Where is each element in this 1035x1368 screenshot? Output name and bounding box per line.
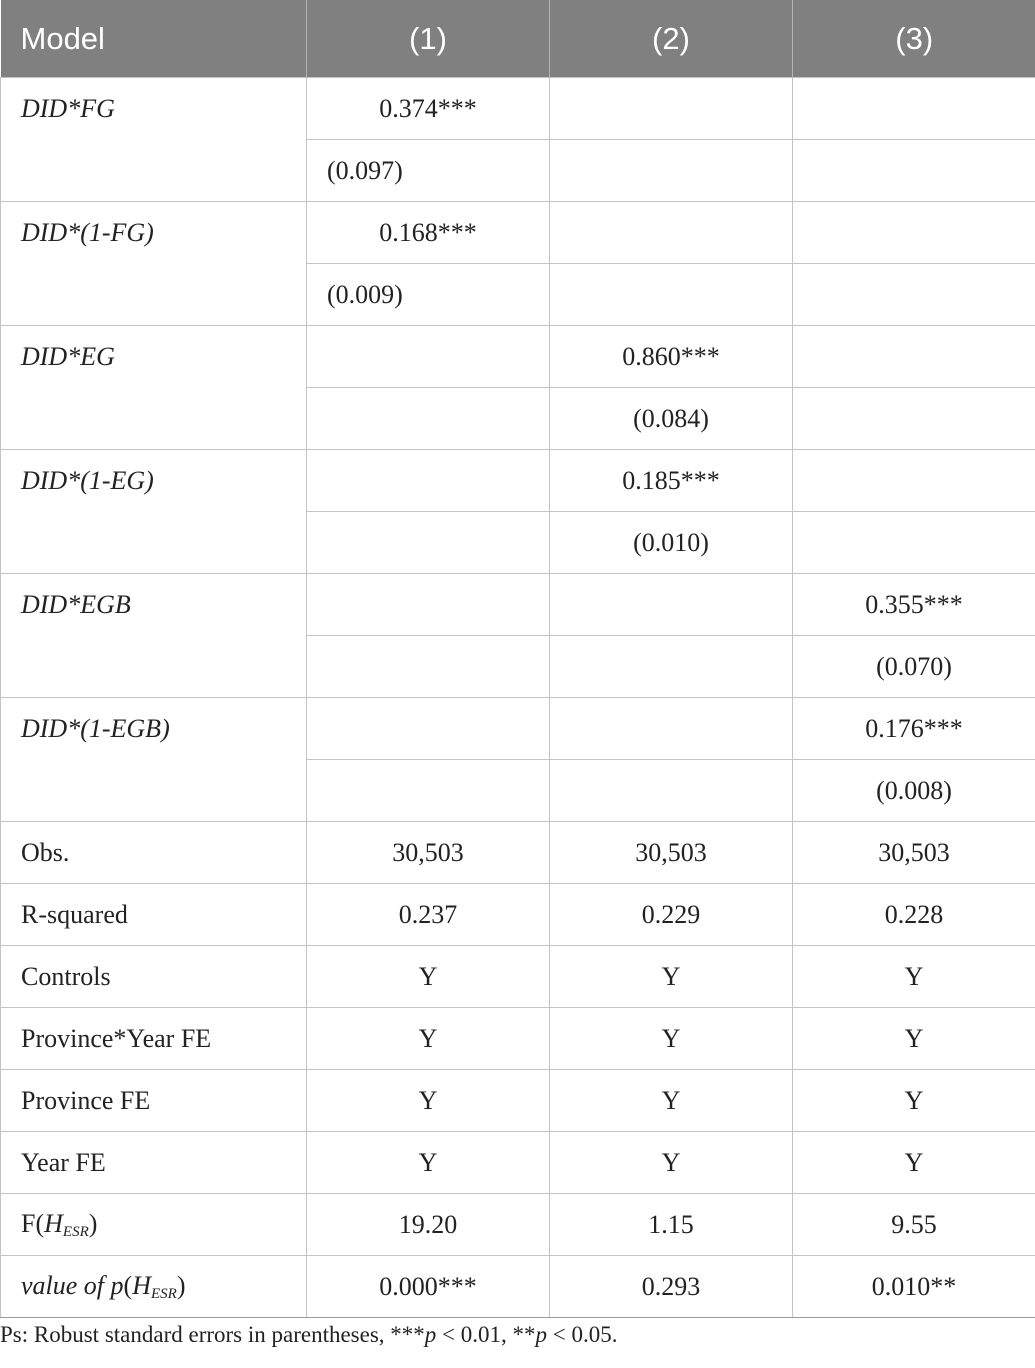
row-label-f-hesr: $F(H_{ESR})$ bbox=[1, 1194, 307, 1256]
se-cell: (0.097) bbox=[307, 140, 550, 202]
value-cell: 0.010** bbox=[793, 1256, 1035, 1318]
header-col-2: (2) bbox=[550, 0, 793, 78]
table-row bbox=[1, 822, 1035, 884]
se-cell bbox=[793, 264, 1035, 326]
header-row bbox=[1, 0, 1035, 78]
value-cell: Y bbox=[793, 1070, 1035, 1132]
value-cell: Y bbox=[307, 946, 550, 1008]
row-label: DID*(1-EGB) bbox=[1, 698, 307, 822]
table-row bbox=[1, 450, 1035, 512]
se-cell bbox=[793, 388, 1035, 450]
value-cell: Y bbox=[793, 1132, 1035, 1194]
value-cell: Y bbox=[550, 946, 793, 1008]
coef-cell bbox=[307, 698, 550, 760]
coef-cell bbox=[550, 574, 793, 636]
row-label: Year FE bbox=[1, 1132, 307, 1194]
se-cell bbox=[550, 636, 793, 698]
table-header bbox=[1, 0, 1035, 78]
coef-cell bbox=[307, 326, 550, 388]
table-row bbox=[1, 1132, 1035, 1194]
coef-cell: 0.860*** bbox=[550, 326, 793, 388]
value-cell: 9.55 bbox=[793, 1194, 1035, 1256]
se-cell bbox=[550, 760, 793, 822]
se-cell: (0.009) bbox=[307, 264, 550, 326]
value-cell: 0.237 bbox=[307, 884, 550, 946]
table-row bbox=[1, 1070, 1035, 1132]
row-label: DID*FG bbox=[1, 78, 307, 202]
coef-cell bbox=[793, 202, 1035, 264]
coef-cell: 0.185*** bbox=[550, 450, 793, 512]
se-cell bbox=[793, 512, 1035, 574]
row-label: Controls bbox=[1, 946, 307, 1008]
coef-cell: 0.168*** bbox=[307, 202, 550, 264]
value-cell: 0.228 bbox=[793, 884, 1035, 946]
table-row bbox=[1, 574, 1035, 636]
table-row bbox=[1, 884, 1035, 946]
coef-cell bbox=[307, 574, 550, 636]
table-body bbox=[1, 78, 1035, 1318]
se-cell bbox=[307, 388, 550, 450]
value-cell: 30,503 bbox=[307, 822, 550, 884]
se-cell: (0.008) bbox=[793, 760, 1035, 822]
se-cell bbox=[307, 760, 550, 822]
value-cell: 0.293 bbox=[550, 1256, 793, 1318]
coef-cell bbox=[793, 78, 1035, 140]
se-cell bbox=[550, 264, 793, 326]
coef-cell bbox=[793, 450, 1035, 512]
table-row bbox=[1, 78, 1035, 140]
se-cell: (0.070) bbox=[793, 636, 1035, 698]
table-row bbox=[1, 326, 1035, 388]
coef-cell bbox=[307, 450, 550, 512]
header-col-1: (1) bbox=[307, 0, 550, 78]
table-row bbox=[1, 946, 1035, 1008]
value-cell: Y bbox=[307, 1070, 550, 1132]
value-cell: 1.15 bbox=[550, 1194, 793, 1256]
se-cell bbox=[307, 636, 550, 698]
se-cell bbox=[307, 512, 550, 574]
value-cell: Y bbox=[793, 946, 1035, 1008]
value-cell: 0.000*** bbox=[307, 1256, 550, 1318]
value-cell: Y bbox=[307, 1008, 550, 1070]
row-label: Province FE bbox=[1, 1070, 307, 1132]
coef-cell: 0.355*** bbox=[793, 574, 1035, 636]
row-label: R-squared bbox=[1, 884, 307, 946]
table-footnote: Ps: Robust standard errors in parentheses, ***p < 0.01, **p < 0.05. bbox=[0, 1322, 618, 1347]
row-label: DID*EG bbox=[1, 326, 307, 450]
row-label: Obs. bbox=[1, 822, 307, 884]
value-cell: Y bbox=[307, 1132, 550, 1194]
se-cell bbox=[793, 140, 1035, 202]
coef-cell bbox=[550, 698, 793, 760]
row-label: DID*(1-FG) bbox=[1, 202, 307, 326]
table-row bbox=[1, 1256, 1035, 1318]
row-label-p-hesr: value of $p(H_{ESR})$ bbox=[1, 1256, 307, 1318]
table-row bbox=[1, 1194, 1035, 1256]
header-col-3: (3) bbox=[793, 0, 1035, 78]
se-cell: (0.010) bbox=[550, 512, 793, 574]
value-cell: Y bbox=[550, 1132, 793, 1194]
se-cell bbox=[550, 140, 793, 202]
coef-cell: 0.374*** bbox=[307, 78, 550, 140]
table-row bbox=[1, 698, 1035, 760]
row-label: DID*EGB bbox=[1, 574, 307, 698]
header-model: Model bbox=[1, 0, 307, 78]
coef-cell bbox=[793, 326, 1035, 388]
value-cell: 30,503 bbox=[550, 822, 793, 884]
value-cell: Y bbox=[793, 1008, 1035, 1070]
coef-cell: 0.176*** bbox=[793, 698, 1035, 760]
value-cell: 30,503 bbox=[793, 822, 1035, 884]
value-cell: 0.229 bbox=[550, 884, 793, 946]
coef-cell bbox=[550, 78, 793, 140]
value-cell: Y bbox=[550, 1008, 793, 1070]
row-label: DID*(1-EG) bbox=[1, 450, 307, 574]
se-cell: (0.084) bbox=[550, 388, 793, 450]
value-cell: Y bbox=[550, 1070, 793, 1132]
row-label: Province*Year FE bbox=[1, 1008, 307, 1070]
value-cell: 19.20 bbox=[307, 1194, 550, 1256]
table-row bbox=[1, 202, 1035, 264]
table-row bbox=[1, 1008, 1035, 1070]
coef-cell bbox=[550, 202, 793, 264]
